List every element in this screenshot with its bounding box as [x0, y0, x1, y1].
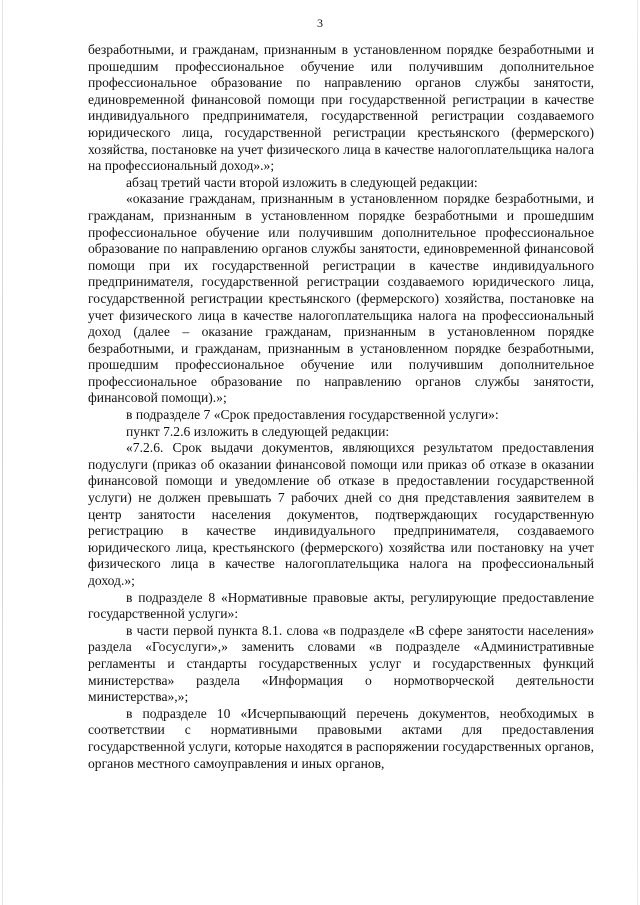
paragraph-subsection-7: в подразделе 7 «Срок предоставления государственной услуги»: — [126, 407, 499, 423]
scan-edge-right — [637, 0, 638, 905]
scan-edge-left — [2, 0, 3, 905]
paragraph-subsection-10: в подразделе 10 «Исчерпывающий перечень документов, необходимых в соответствии с нормативными правовыми актами для предоставления государственной услуги, которые находятся в распоряжении государственных органов, органов местного самоуправления и иных органов, — [88, 705, 594, 771]
paragraph-subsection-8: в подразделе 8 «Нормативные правовые акты, регулирующие предоставление государственной услуги»: — [88, 589, 594, 622]
paragraph-continuation: безработными, и гражданам, признанным в установленном порядке безработными и прошедшим профессиональное обучение или получившим дополнительное профессиональное образование по направлению органов службы занятости, единовременной финансовой помощи при государственной регистрации в качестве индивидуального предпринимателя, государственной регистрации создаваемого юридического лица, государственной регистрации крестьянского (фермерского) хозяйства, постановке на учет физического лица в качестве налогоплательщика налога на профессиональный доход».»; — [88, 42, 594, 174]
document-body — [88, 42, 594, 772]
paragraph-item-7-2-6-text: «7.2.6. Срок выдачи документов, являющихся результатом предоставления подуслуги (приказ об оказании финансовой помощи или приказ об отказе в оказании финансовой помощи и уведомление об отказе в предоставлении государственной услуги) не должен превышать 7 рабочих дней со дня представления заявителем в центр занятости населения документов, подтверждающих государственную регистрацию в качестве индивидуального предпринимателя, создаваемого юридического лица, крестьянского (фермерского) хозяйства или постановку на учет физического лица в качестве налогоплательщика налога на профессиональный доход.»; — [88, 440, 594, 588]
paragraph-quoted-text: «оказание гражданам, признанным в установленном порядке безработными, и гражданам, признанным в установленном порядке безработными и прошедшим профессиональное обучение или получившим дополнительное профессиональное образование по направлению органов службы занятости, единовременной финансовой помощи при их государственной регистрации в качестве индивидуального предпринимателя, государственной регистрации создаваемого юридического лица, государственной регистрации крестьянского (фермерского) хозяйства, постановке на учет физического лица в качестве налогоплательщика налога на профессиональный доход (далее – оказание гражданам, признанным в установленном порядке безработными, и гражданам, признанным в установленном порядке безработными, прошедшим профессиональное обучение или получившим дополнительное профессиональное образование по направлению органов службы занятости, финансовой помощи).»; — [88, 191, 594, 406]
paragraph-item-7-2-6-intro: пункт 7.2.6 изложить в следующей редакции: — [126, 423, 390, 439]
page-number: 3 — [317, 16, 323, 30]
paragraph-amendment-intro: абзац третий части второй изложить в следующей редакции: — [126, 174, 478, 190]
paragraph-item-8-1: в части первой пункта 8.1. слова «в подразделе «В сфере занятости населения» раздела «Госуслуги»,» заменить словами «в подразделе «Административные регламенты и стандарты государственных услуг и государственных функций министерства» раздела «Информация о нормотворческой деятельности министерства»,»; — [88, 622, 594, 705]
